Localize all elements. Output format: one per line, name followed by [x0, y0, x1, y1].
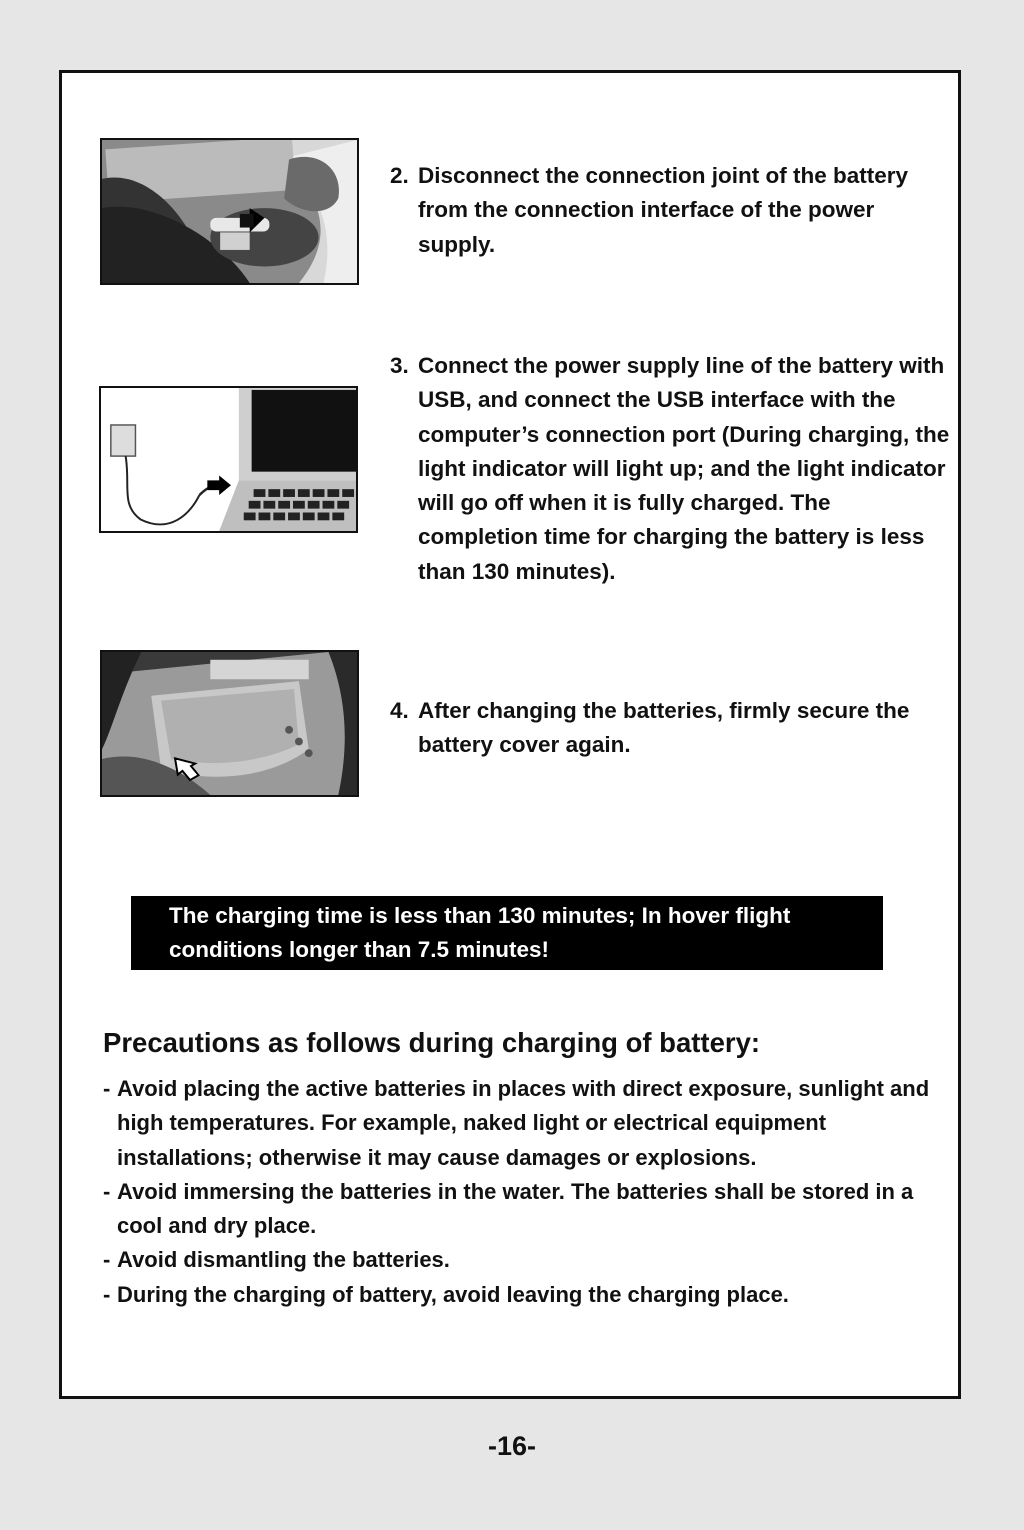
hands-connector-icon — [102, 140, 357, 283]
precautions-title: Precautions as follows during charging of battery: — [103, 1027, 761, 1058]
list-item — [103, 1243, 943, 1277]
precaution-text: Avoid placing the active batteries in places with direct exposure, sunlight and high temperatures. For example, naked light or electrical equipment installations; otherwise it may cause damages or explosions. — [117, 1076, 930, 1170]
step-2-text: Disconnect the connection joint of the battery from the connection interface of the power supply. — [418, 163, 909, 257]
step-4-number: 4. — [390, 698, 409, 723]
list-item — [103, 1072, 943, 1175]
disconnect-connector-photo — [100, 138, 359, 285]
laptop-usb-icon — [101, 388, 356, 531]
list-item — [103, 1278, 943, 1312]
battery-cover-photo — [100, 650, 359, 797]
usb-charging-photo — [99, 386, 358, 533]
precaution-text: During the charging of battery, avoid leaving the charging place. — [117, 1281, 789, 1307]
list-bullet: - — [103, 1076, 111, 1101]
step-3 — [390, 349, 950, 589]
step-3-text: Connect the power supply line of the battery with USB, and connect the USB interface with the computer’s connection port (During charging, the light indicator will light up; and the light indicator will go off when it is fully charged. The completion time for charging the battery is less than 130 minutes). — [418, 353, 950, 584]
battery-cover-icon — [102, 652, 357, 795]
list-bullet: - — [103, 1247, 111, 1273]
precaution-text: Avoid immersing the batteries in the water. The batteries shall be stored in a cool and dry place. — [117, 1178, 914, 1239]
page-number: -16- — [487, 1431, 536, 1461]
precaution-text: Avoid dismantling the batteries. — [117, 1247, 450, 1273]
list-item — [103, 1175, 943, 1244]
step-3-number: 3. — [390, 353, 409, 378]
step-4 — [390, 694, 950, 763]
step-2 — [390, 159, 950, 262]
precautions-list — [103, 1072, 943, 1312]
step-4-text: After changing the batteries, firmly secure the battery cover again. — [418, 698, 910, 758]
charging-time-notice: The charging time is less than 130 minutes; In hover flight conditions longer than 7.5 minutes! — [131, 896, 883, 970]
step-2-number: 2. — [390, 163, 409, 188]
list-bullet: - — [103, 1178, 111, 1204]
list-bullet: - — [103, 1281, 111, 1307]
